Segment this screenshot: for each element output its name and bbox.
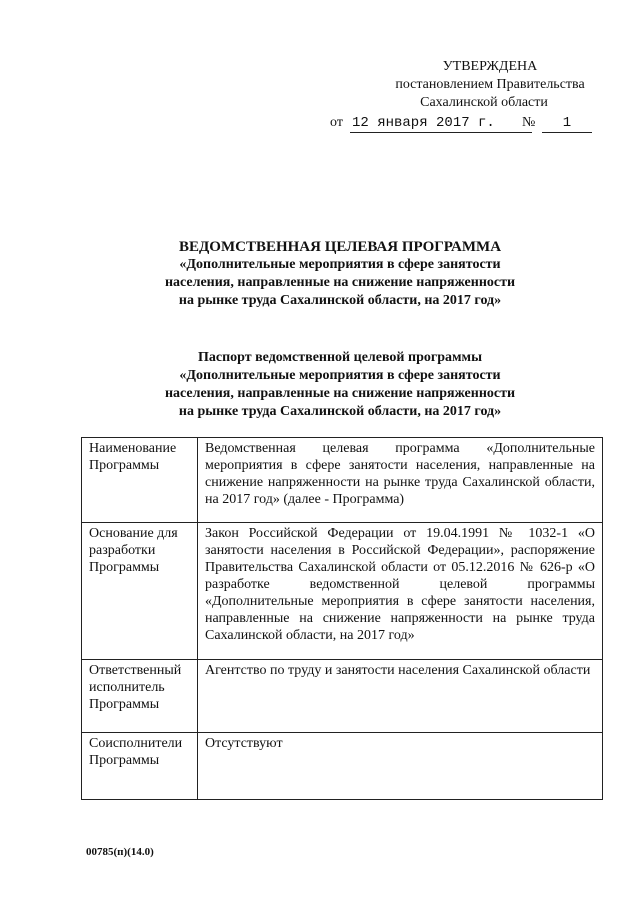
approval-line-2: постановлением Правительства — [395, 77, 585, 92]
program-heading-line-4: на рынке труда Сахалинской области, на 2017 год» — [178, 293, 502, 308]
passport-table — [81, 437, 603, 800]
program-heading-line-3: населения, направленные на снижение напряженности — [164, 275, 516, 290]
passport-heading-line-2: «Дополнительные мероприятия в сфере занятости — [179, 368, 501, 383]
passport-heading-title: Паспорт ведомственной целевой программы — [197, 350, 483, 365]
row-label: Основание для разработки Программы — [82, 523, 198, 660]
passport-heading-line-4: на рынке труда Сахалинской области, на 2017 год» — [178, 404, 502, 419]
row-label: Наименование Программы — [82, 438, 198, 523]
table-row — [82, 733, 603, 800]
row-value: Отсутствуют — [198, 733, 603, 800]
row-label: Ответственный исполнитель Программы — [82, 660, 198, 733]
approval-date: 12 января 2017 г. — [350, 114, 532, 133]
passport-heading — [60, 349, 620, 421]
document-code: 00785(п)(14.0) — [86, 846, 154, 858]
program-heading — [60, 238, 620, 310]
program-heading-title: ВЕДОМСТВЕННАЯ ЦЕЛЕВАЯ ПРОГРАММА — [178, 239, 502, 255]
table-row — [82, 438, 603, 523]
program-heading-line-2: «Дополнительные мероприятия в сфере занятости — [179, 257, 501, 272]
row-label: Соисполнители Программы — [82, 733, 198, 800]
date-prefix: от — [330, 115, 343, 130]
number-sign: № — [522, 115, 536, 130]
row-value: Ведомственная целевая программа «Дополнительные мероприятия в сфере занятости населения, направленные на снижение напряженности на рынке труда Сахалинской области, на 2017 год» (далее - Программа) — [198, 438, 603, 523]
passport-heading-line-3: населения, направленные на снижение напряженности — [164, 386, 516, 401]
table-row — [82, 523, 603, 660]
approval-number: 1 — [542, 114, 592, 133]
approval-block — [330, 58, 610, 112]
row-value: Агентство по труду и занятости населения Сахалинской области — [198, 660, 603, 733]
approval-line-3: Сахалинской области — [420, 95, 548, 110]
table-row — [82, 660, 603, 733]
approval-title: УТВЕРЖДЕНА — [442, 59, 538, 74]
row-value: Закон Российской Федерации от 19.04.1991 № 1032-1 «О занятости населения в Российской Федерации», распоряжение Правительства Сахалинской области от 05.12.2016 № 626-р «О разработке ведомственной целевой программы «Дополнительные мероприятия в сфере занятости населения, направленные на снижение напряженности на рынке труда Сахалинской области, на 2017 год» — [198, 523, 603, 660]
